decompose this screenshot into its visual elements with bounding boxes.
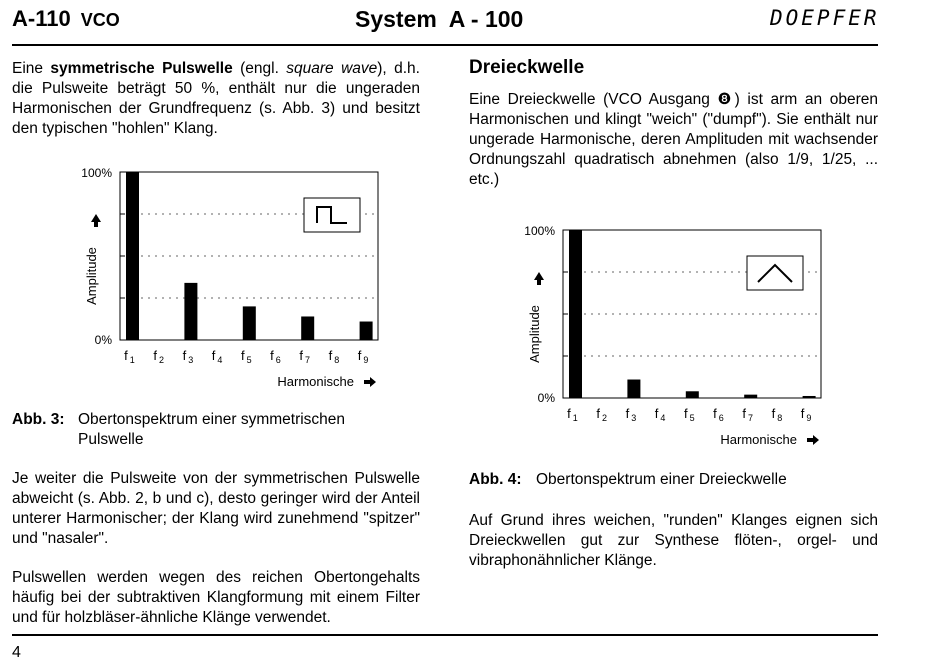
caption-text: Obertonspektrum einer Dreieckwelle [536,471,787,488]
x-axis-label: Harmonische [720,432,797,447]
bar-f5 [243,306,256,340]
x-tick-label: f $_8$ [328,348,340,365]
figure-caption-3 [12,410,420,452]
x-tick-label: f $_7$ [299,348,311,365]
bar-f5 [686,391,699,398]
x-tick-label: f $_8$ [771,406,783,423]
bar-f3 [627,380,640,398]
y-axis-label: Amplitude [527,305,542,363]
intro-text: (engl. [232,60,287,77]
caption-label: Abb. 3: [12,411,65,428]
bar-f3 [184,283,197,340]
waveform-box [747,256,803,290]
x-tick-label: f $_5$ [683,406,695,423]
bar-f1 [569,230,582,398]
paragraph-text: Je weiter die Pulsweite von der symmetrischen Pulswelle abweicht (s. Abb. 2, b und c), desto geringer wird der Anteil unterer Harmonischer; der Klang wird zunehmend "spitzer" und "nasaler". [12,470,420,547]
x-tick-label: f $_9$ [800,406,812,423]
x-tick-label: f $_5$ [240,348,252,365]
paragraph-text: Auf Grund ihres weichen, "runden" Klanges eignen sich Dreieckwellen gut zur Synthese flöten-, orgel- und vibraphonähnlicher Klänge. [469,512,878,569]
bar-f7 [744,395,757,398]
chart-pulse-spectrum [60,160,390,390]
caption-text: Obertonspektrum einer symmetrischen Pulswelle [78,411,346,448]
x-tick-label: f $_3$ [625,406,637,423]
y-tick-label-top: 100% [524,224,555,238]
heading-text: Dreieckwelle [469,57,585,78]
paragraph-text: Eine Dreieckwelle (VCO Ausgang ❽) ist arm an oberen Harmonischen und klingt "weich" ("dumpf"). Sie enthält nur ungerade Harmonische, deren Amplituden mit wachsender Ordnungszahl quadratisch abnehmen (also 1/9, 1/25, ... etc.) [469,91,878,188]
intro-text: ), d.h. die Pulsweite beträgt 50 %, enthält nur die ungeraden Harmonischen der Grundfrequenz (s. Abb. 3) und besitzt den typischen "hohlen" Klang. [12,60,420,137]
right-intro-paragraph [469,90,878,190]
x-axis-label: Harmonische [277,374,354,389]
y-tick-label-top: 100% [81,166,112,180]
x-tick-label: f $_1$ [124,348,135,365]
intro-text: Eine [12,60,51,77]
header-rule [12,44,878,46]
figure-caption-4 [469,470,878,492]
paragraph-text: Pulswellen werden wegen des reichen Obertongehalts häufig bei der subtraktiven Klangformung mit einem Filter und für holzbläser-ähnliche Klänge verwendet. [12,569,420,626]
system-title: System A - 100 [355,6,524,32]
x-tick-label: f $_6$ [270,348,281,365]
y-tick-label-bottom: 0% [94,333,112,347]
up-arrow-icon [534,272,544,285]
page-header [0,0,950,46]
intro-italic-term: square wave [286,60,378,77]
x-tick-label: f $_4$ [211,348,223,365]
x-tick-label: f $_6$ [713,406,724,423]
left-intro-paragraph [12,59,420,139]
y-axis-label: Amplitude [84,247,99,305]
bar-f9 [360,322,373,340]
page-number: 4 [12,644,21,661]
brand-logo: DOEPFER [770,6,880,30]
right-arrow-icon [807,435,819,445]
x-tick-label: f $_9$ [357,348,369,365]
x-tick-label: f $_2$ [596,406,608,423]
chart-triangle-spectrum [503,218,833,448]
module-title [12,6,120,32]
module-number: A-110 [12,6,71,31]
intro-bold-term: symmetrische Pulswelle [50,60,233,77]
x-tick-label: f $_7$ [742,406,754,423]
plot-frame [563,230,821,398]
x-tick-label: f $_4$ [654,406,666,423]
bar-f9 [803,396,816,398]
up-arrow-icon [91,214,101,227]
bar-f1 [126,172,139,340]
left-paragraph-3 [12,568,420,628]
bar-f7 [301,316,314,340]
x-tick-label: f $_2$ [153,348,165,365]
y-tick-label-bottom: 0% [537,391,555,405]
x-tick-label: f $_3$ [182,348,194,365]
footer-rule [12,634,878,636]
left-paragraph-2 [12,469,420,549]
right-arrow-icon [364,377,376,387]
right-paragraph-2 [469,511,878,571]
section-heading [469,58,878,78]
module-subtitle: VCO [80,10,120,30]
x-tick-label: f $_1$ [567,406,578,423]
caption-label: Abb. 4: [469,471,522,488]
